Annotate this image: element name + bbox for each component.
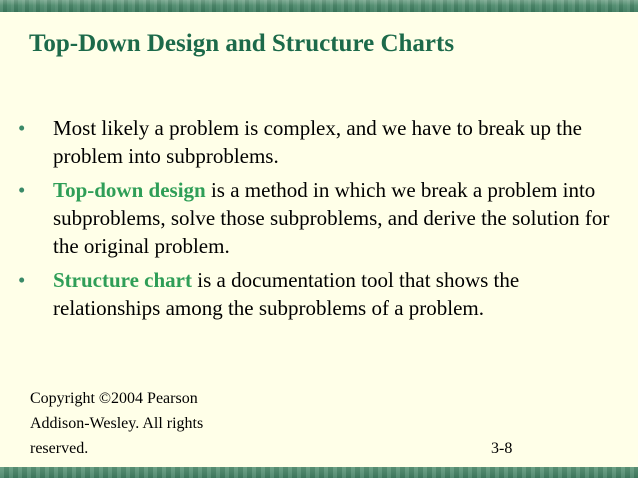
copyright-footer [30, 386, 203, 461]
bullet-item-2 [18, 176, 618, 260]
slide-title: Top-Down Design and Structure Charts [29, 30, 455, 57]
bullet-text: is a documentation tool that shows the relationships among the subproblems of a problem. [53, 268, 520, 320]
bullet-highlight-term: Top-down design [53, 178, 206, 202]
page-number: 3-8 [491, 440, 513, 457]
copyright-line: reserved. [30, 440, 89, 457]
copyright-line: Copyright ©2004 Pearson [30, 390, 198, 407]
bullet-list [18, 114, 618, 328]
copyright-line: Addison-Wesley. All rights [30, 415, 204, 432]
bullet-dot-icon: • [18, 116, 26, 140]
bullet-dot-icon: • [18, 268, 26, 292]
bullet-text: Most likely a problem is complex, and we have to break up the problem into subproblems. [53, 116, 582, 168]
bullet-item-3 [18, 266, 618, 322]
bullet-highlight-term: Structure chart [53, 268, 192, 292]
top-decorative-band [0, 0, 638, 12]
bottom-decorative-band [0, 467, 638, 478]
bullet-text: is a method in which we break a problem into subproblems, solve those subproblems, and derive the solution for the original problem. [53, 178, 610, 258]
bullet-item-1 [18, 114, 618, 170]
bullet-dot-icon: • [18, 178, 26, 202]
